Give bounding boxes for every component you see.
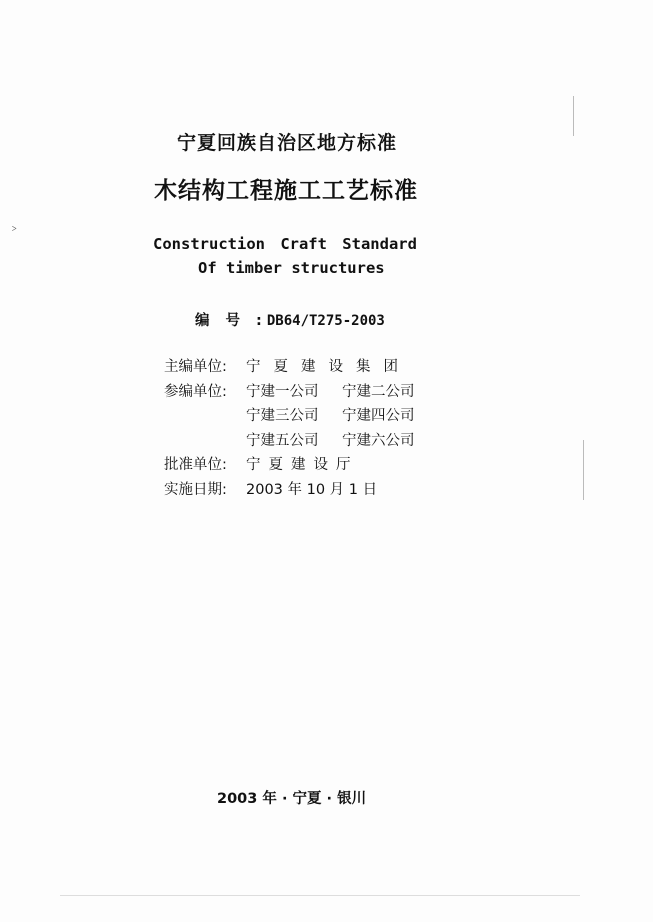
participants-label-spacer — [164, 429, 246, 454]
participants-row-3 — [164, 429, 438, 454]
english-title-line-2: Of timber structures — [198, 259, 385, 277]
participants-row-2 — [164, 404, 438, 429]
participants-label-spacer — [164, 404, 246, 429]
participant-unit: 宁建二公司 — [342, 383, 415, 400]
participant-unit: 宁建五公司 — [246, 432, 319, 449]
participant-unit: 宁建四公司 — [342, 408, 415, 424]
standard-code-separator: : — [256, 313, 267, 329]
chief-editor-label: 主编单位: — [164, 359, 227, 375]
publication-info — [164, 355, 438, 502]
participants-row-1 — [164, 380, 438, 405]
chief-editor-row — [164, 355, 438, 380]
document-title: 木结构工程施工工艺标准 — [154, 178, 418, 204]
scan-mark: ﹥ — [8, 220, 21, 234]
effective-date-label: 实施日期: — [164, 481, 227, 498]
effective-date-value: 2003 年 10 月 1 日 — [246, 481, 378, 498]
scan-noise — [573, 96, 574, 136]
scan-noise — [60, 895, 580, 896]
participant-unit: 宁建三公司 — [246, 408, 319, 424]
english-title-line-1: Construction Craft Standard — [153, 235, 417, 253]
participant-unit: 宁建六公司 — [342, 432, 415, 449]
standard-series: 宁夏回族自治区地方标准 — [177, 132, 398, 154]
approver-label: 批准单位: — [164, 457, 227, 473]
standard-code — [195, 309, 385, 330]
participants-label: 参编单位: — [164, 383, 227, 400]
scan-noise — [583, 440, 584, 500]
effective-date-row — [164, 478, 438, 503]
participant-unit: 宁建一公司 — [246, 383, 319, 400]
approver-value: 宁夏建设厅 — [246, 457, 359, 473]
publication-place-year: 2003 年 · 宁夏 · 银川 — [217, 791, 367, 807]
chief-editor-value: 宁夏建设集团 — [246, 359, 411, 375]
approver-row — [164, 453, 438, 478]
standard-code-value: DB64/T275-2003 — [266, 313, 385, 329]
standard-code-label: 编号 — [195, 313, 256, 329]
